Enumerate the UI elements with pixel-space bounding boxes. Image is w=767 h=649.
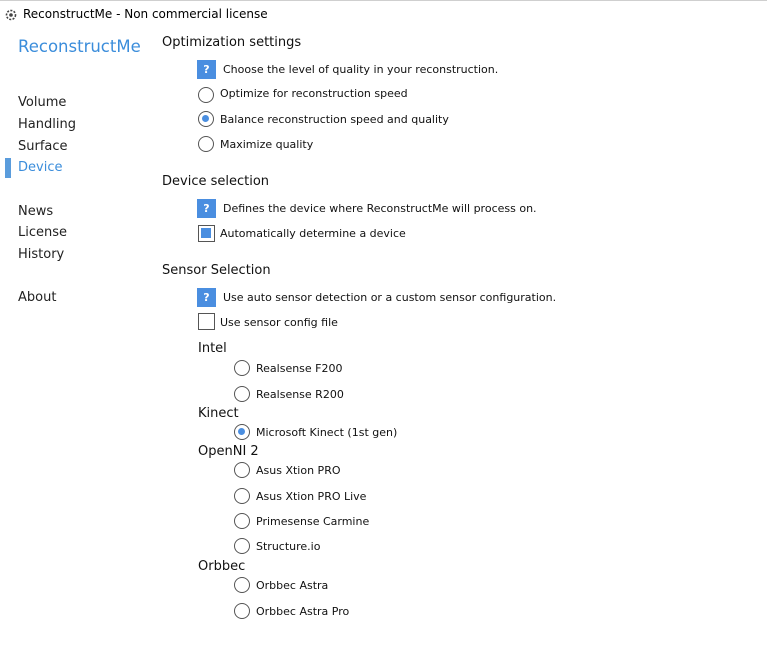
label-orbbec-astra: Orbbec Astra	[256, 579, 329, 592]
help-icon[interactable]: ?	[197, 60, 216, 79]
label-structure-io: Structure.io	[256, 540, 321, 553]
sensor-help-text: Use auto sensor detection or a custom sensor configuration.	[223, 291, 557, 304]
group-title-orbbec: Orbbec	[198, 559, 246, 574]
optimization-help-text: Choose the level of quality in your reconstruction.	[223, 63, 499, 76]
sensor-config-file-label: Use sensor config file	[220, 316, 338, 329]
radio-orbbec-astra[interactable]	[234, 577, 250, 593]
device-help-text: Defines the device where ReconstructMe will process on.	[223, 202, 537, 215]
label-orbbec-astra-pro: Orbbec Astra Pro	[256, 605, 350, 618]
help-icon[interactable]: ?	[197, 199, 216, 218]
sidebar-item-history[interactable]: History	[18, 247, 65, 262]
radio-asus-xtion-pro-live[interactable]	[234, 488, 250, 504]
label-microsoft-kinect: Microsoft Kinect (1st gen)	[256, 426, 398, 439]
radio-orbbec-astra-pro[interactable]	[234, 603, 250, 619]
label-realsense-r200: Realsense R200	[256, 388, 344, 401]
radio-primesense-carmine[interactable]	[234, 513, 250, 529]
device-selection-title: Device selection	[162, 174, 270, 189]
label-realsense-f200: Realsense F200	[256, 362, 343, 375]
label-maximize-quality: Maximize quality	[220, 138, 314, 151]
radio-realsense-r200[interactable]	[234, 386, 250, 402]
optimization-title: Optimization settings	[162, 35, 302, 50]
label-asus-xtion-pro: Asus Xtion PRO	[256, 464, 341, 477]
label-asus-xtion-pro-live: Asus Xtion PRO Live	[256, 490, 367, 503]
group-title-kinect: Kinect	[198, 406, 239, 421]
radio-structure-io[interactable]	[234, 538, 250, 554]
sensor-selection-title: Sensor Selection	[162, 263, 271, 278]
auto-device-label: Automatically determine a device	[220, 227, 406, 240]
nav-active-marker	[5, 158, 11, 178]
sensor-config-file-checkbox[interactable]	[198, 313, 215, 330]
sidebar-item-license[interactable]: License	[18, 225, 68, 240]
title-bar	[0, 0, 767, 28]
radio-balance-quality[interactable]	[198, 111, 214, 127]
help-icon[interactable]: ?	[197, 288, 216, 307]
sidebar-item-handling[interactable]: Handling	[18, 117, 76, 132]
label-optimize-speed: Optimize for reconstruction speed	[220, 87, 408, 100]
sidebar-item-volume[interactable]: Volume	[18, 95, 67, 110]
radio-optimize-speed[interactable]	[198, 87, 214, 103]
label-primesense-carmine: Primesense Carmine	[256, 515, 370, 528]
radio-microsoft-kinect[interactable]	[234, 424, 250, 440]
label-balance-quality: Balance reconstruction speed and quality	[220, 113, 449, 126]
sidebar-item-device[interactable]: Device	[18, 160, 63, 175]
sidebar-item-surface[interactable]: Surface	[18, 139, 68, 154]
window-title: ReconstructMe - Non commercial license	[23, 7, 268, 21]
reconstructme-gear-icon	[4, 8, 18, 22]
radio-maximize-quality[interactable]	[198, 136, 214, 152]
auto-device-checkbox[interactable]	[198, 225, 215, 242]
brand-title: ReconstructMe	[18, 37, 141, 56]
sidebar-item-news[interactable]: News	[18, 204, 54, 219]
sidebar-item-about[interactable]: About	[18, 290, 57, 305]
group-title-intel: Intel	[198, 341, 227, 356]
radio-asus-xtion-pro[interactable]	[234, 462, 250, 478]
radio-realsense-f200[interactable]	[234, 360, 250, 376]
group-title-openni: OpenNI 2	[198, 444, 259, 459]
